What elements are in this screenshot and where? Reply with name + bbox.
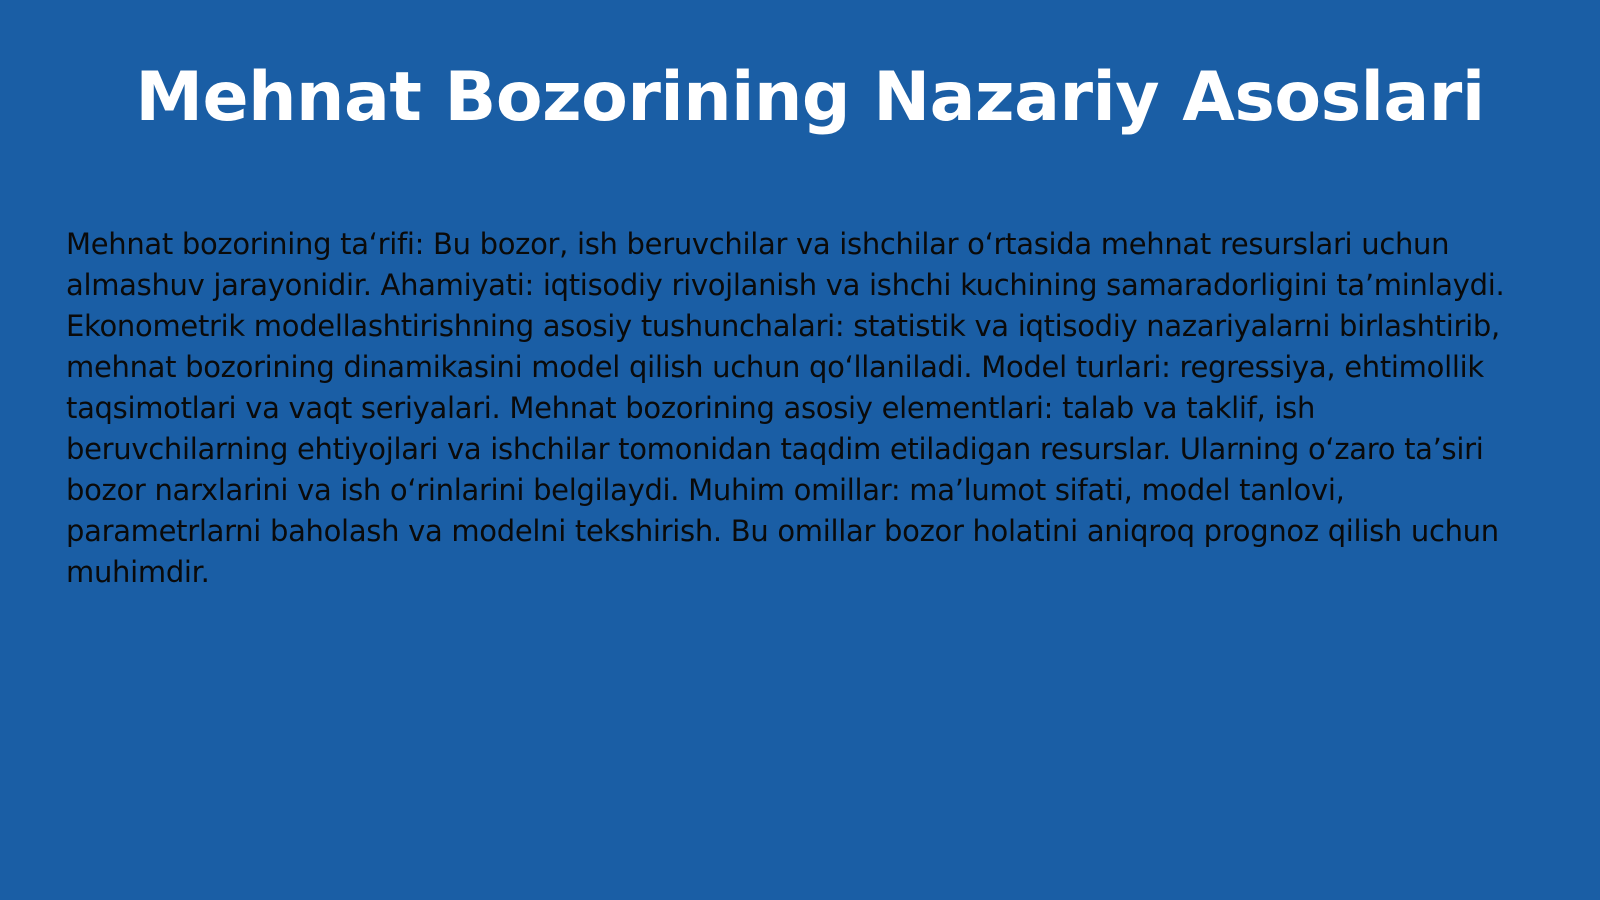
slide-body-text: Mehnat bozorining taʻrifi: Bu bozor, ish beruvchilar va ishchilar oʻrtasida mehnat resurslari uchun almashuv jarayonidir. Ahamiyati: iqtisodiy rivojlanish va ishchi kuchining samaradorligini taʼminlaydi. Ekonometrik modellashtirishning asosiy tushunchalari: statistik va iqtisodiy nazariyalarni birlashtirib, mehnat bozorining dinamikasini model qilish uchun qoʻllaniladi. Model turlari: regressiya, ehtimollik taqsimotlari va vaqt seriyalari. Mehnat bozorining asosiy elementlari: talab va taklif, ish beruvchilarning ehtiyojlari va ishchilar tomonidan taqdim etiladigan resurslar. Ularning oʻzaro taʼsiri bozor narxlarini va ish oʻrinlarini belgilaydi. Muhim omillar: maʼlumot sifati, model tanlovi, parametrlarni baholash va modelni tekshirish. Bu omillar bozor holatini aniqroq prognoz qilish uchun muhimdir. xyxy=(66,227,1505,589)
slide-title: Mehnat Bozorining Nazariy Asoslari xyxy=(135,58,1485,137)
